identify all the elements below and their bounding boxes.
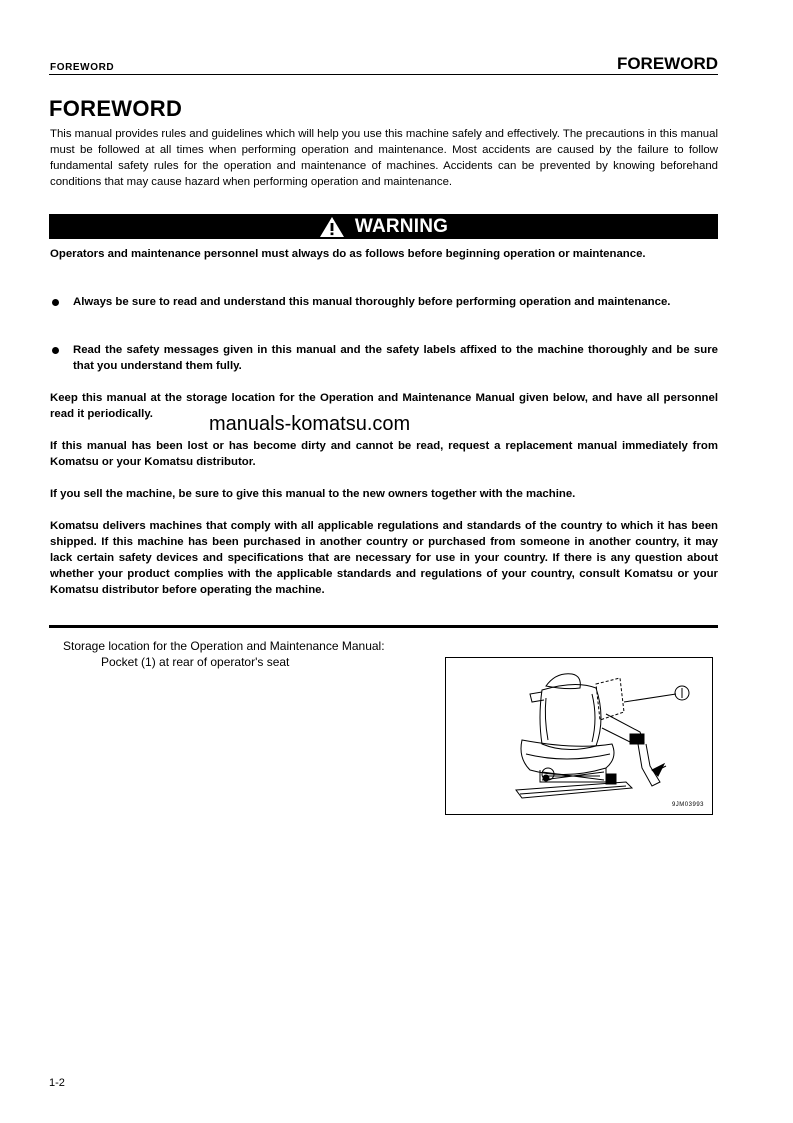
section-divider — [49, 625, 718, 628]
figure-id: 9JM03993 — [671, 802, 704, 808]
warning-banner — [49, 214, 718, 239]
warning-label: WARNING — [354, 215, 449, 237]
page-number: 1-2 — [49, 1077, 65, 1089]
operator-seat-illustration — [446, 658, 712, 814]
bullet-dot-icon — [52, 299, 59, 306]
list-item — [50, 294, 718, 310]
header-chapter-title: FOREWORD — [616, 54, 718, 73]
bullet-dot-icon — [52, 347, 59, 354]
watermark-link[interactable]: manuals-komatsu.com — [209, 413, 411, 435]
header-divider — [49, 74, 718, 75]
list-item — [50, 342, 718, 374]
storage-location-value: Pocket (1) at rear of operator's seat — [101, 655, 290, 669]
lost-manual-paragraph: If this manual has been lost or has become dirty and cannot be read, request a replacement manual immediately from Komatsu or your Komatsu distributor. — [50, 440, 718, 468]
seat-figure — [445, 657, 713, 815]
keep-manual-paragraph: Keep this manual at the storage location for the Operation and Maintenance Manual given below, and have all personnel read it periodically. — [50, 392, 718, 420]
header-section-label: FOREWORD — [50, 62, 115, 73]
list-item-text: Read the safety messages given in this manual and the safety labels affixed to the machine thoroughly and be sure that you understand them fully. — [73, 344, 718, 372]
intro-paragraph: This manual provides rules and guidelines which will help you use this machine safely and effectively. The precautions in this manual must be followed at all times when performing operation and maintenance. Most accidents are caused by the failure to follow fundamental safety rules for the operation and maintenance of machines. Accidents can be prevented by knowing beforehand conditions that may cause hazard when performing operation and maintenance. — [50, 128, 718, 188]
sell-machine-paragraph: If you sell the machine, be sure to give this manual to the new owners together with the machine. — [50, 488, 576, 500]
regulations-paragraph: Komatsu delivers machines that comply with all applicable regulations and standards of the country to which it has been shipped. If this machine has been purchased in another country or purchased from someone in another country, it may lack certain safety devices and specifications that are necessary for use in your country. If there is any question about whether your product complies with the applicable standards and regulations of your country, consult Komatsu or your Komatsu distributor before operating the machine. — [50, 520, 718, 596]
warning-lead: Operators and maintenance personnel must always do as follows before beginning operation or maintenance. — [50, 248, 646, 260]
storage-location-label: Storage location for the Operation and Maintenance Manual: — [63, 639, 385, 653]
warning-triangle-icon — [319, 216, 345, 238]
list-item-text: Always be sure to read and understand this manual thoroughly before performing operation and maintenance. — [73, 296, 671, 308]
page-title: FOREWORD — [49, 96, 183, 121]
